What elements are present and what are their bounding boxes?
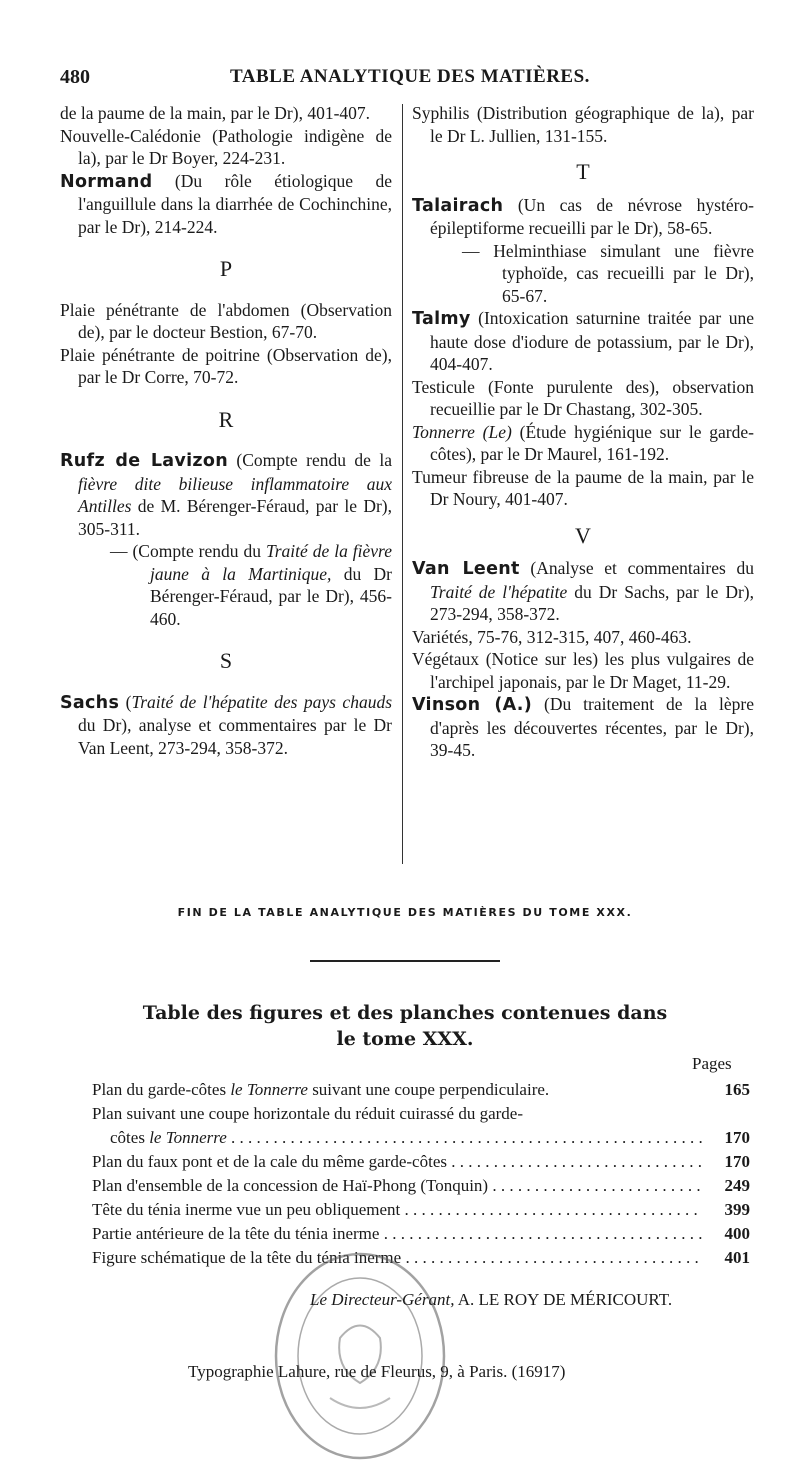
index-entry-tonnerre — [412, 421, 754, 466]
entry-text: (Compte rendu de la — [227, 450, 392, 470]
signature-title: Le Directeur-Gérant, — [310, 1290, 455, 1309]
left-column — [60, 102, 392, 759]
pages-column-header: Pages — [692, 1054, 732, 1073]
entry-heading: Rufz de Lavizon — [60, 451, 228, 471]
figure-row — [92, 1126, 750, 1150]
entry-text: ( — [119, 691, 132, 712]
entry-heading: Van Leent — [412, 559, 520, 579]
figure-row — [92, 1174, 750, 1198]
figure-page: 170 — [724, 1152, 750, 1171]
signature-name: A. LE ROY DE MÉRICOURT. — [454, 1290, 673, 1309]
signature-line — [310, 1290, 672, 1310]
entry-text: du Dr Bérenger-Féraud, par le Dr), 456-460. — [150, 563, 393, 629]
index-entry-rufz — [60, 449, 392, 540]
figure-label — [110, 1126, 702, 1150]
figures-title-line: Table des figures et des planches contenues dans — [142, 1002, 668, 1024]
figures-list — [92, 1078, 750, 1270]
library-stamp — [270, 1248, 450, 1463]
entry-text: (Du traitement de la lèpre d'après les découvertes récentes, par le Dr), 39-45. — [430, 694, 755, 760]
end-of-index-note: FIN DE LA TABLE ANALYTIQUE DES MATIÈRES DU TOME XXX. — [177, 906, 633, 919]
index-subentry-rufz — [60, 540, 392, 630]
section-letter-p: P — [219, 256, 233, 281]
figure-page: 249 — [724, 1176, 750, 1195]
page-number: 480 — [60, 66, 90, 88]
index-entry-varietes: Variétés, 75-76, 312-315, 407, 460-463. — [412, 626, 692, 647]
entry-italic: Traité de l'hépatite des pays chauds — [131, 691, 393, 712]
index-entry: de la paume de la main, par le Dr), 401-407. — [60, 103, 371, 123]
figure-row — [92, 1222, 750, 1246]
figures-title-line: le tome XXX. — [336, 1028, 474, 1050]
index-subentry-talairach: — Helminthiase simulant une fièvre typhoïde, cas recueilli par le Dr), 65-67. — [462, 240, 754, 306]
figure-page: 165 — [724, 1080, 750, 1099]
printer-line: Typographie Lahure, rue de Fleurus, 9, à Paris. (16917) — [188, 1362, 566, 1381]
section-letter-v: V — [575, 522, 591, 548]
index-entry: Plaie pénétrante de poitrine (Observation de), par le Dr Corre, 70-72. — [60, 344, 392, 387]
entry-text: (Un cas de névrose hystéro-épileptiforme recueilli par le Dr), 58-65. — [430, 194, 754, 238]
entry-italic: Traité de l'hépatite — [430, 581, 568, 602]
entry-italic: Traité de la fièvre jaune à la Martinique, — [150, 541, 392, 584]
column-divider — [402, 104, 403, 864]
entry-heading: Talairach — [412, 195, 504, 216]
index-entry-testicule: Testicule (Fonte purulente des), observation recueillie par le Dr Chastang, 302-305. — [412, 376, 754, 419]
page-title: TABLE ANALYTIQUE DES MATIÈRES. — [230, 66, 590, 87]
page-header — [60, 66, 750, 96]
index-entry-van-leent — [412, 557, 754, 626]
figure-row — [92, 1150, 750, 1174]
entry-heading: Talmy — [412, 309, 471, 329]
index-entry: Plaie pénétrante de l'abdomen (Observation de), par le docteur Bestion, 67-70. — [60, 299, 392, 342]
index-entry-normand — [60, 170, 392, 239]
index-entry-talairach — [412, 194, 754, 240]
section-letter-t: T — [576, 159, 590, 184]
figure-row — [92, 1198, 750, 1222]
index-entry-sachs — [60, 691, 392, 760]
figure-text: côtes — [110, 1128, 150, 1147]
figure-label: Plan du faux pont et de la cale du même garde-côtes . . . — [92, 1150, 702, 1174]
entry-heading: Sachs — [60, 692, 120, 713]
index-entry: Nouvelle-Calédonie (Pathologie indigène de la), par le Dr Boyer, 224-231. — [60, 125, 392, 168]
section-letter-s: S — [219, 648, 233, 673]
figure-italic: le Tonnerre — [230, 1080, 308, 1099]
index-entry-talmy — [412, 307, 754, 376]
figure-label: Plan d'ensemble de la concession de Haï-Phong (Tonquin) . . . — [92, 1174, 702, 1198]
figure-row — [92, 1078, 750, 1102]
entry-italic: Tonnerre (Le) — [412, 421, 512, 442]
entry-text: (Du rôle étiologique de l'anguillule dans la diarrhée de Cochinchine, par le Dr), 214-224. — [78, 170, 392, 237]
entry-text: (Étude hygiénique sur le garde-côtes), par le Dr Maurel, 161-192. — [430, 421, 754, 464]
figure-label: Plan suivant une coupe horizontale du réduit cuirassé du garde- — [92, 1104, 524, 1123]
figure-page: 400 — [724, 1224, 750, 1243]
figure-label: Figure schématique de la tête du ténia inerme . . . — [92, 1246, 702, 1270]
index-entry-vinson — [412, 693, 754, 762]
entry-italic: fièvre dite bilieuse inflammatoire aux Antilles — [78, 473, 392, 516]
entry-text: de M. Bérenger-Féraud, par le Dr), 305-311. — [78, 496, 392, 539]
index-entry-tumeur: Tumeur fibreuse de la paume de la main, par le Dr Noury, 401-407. — [412, 466, 754, 509]
section-rule — [310, 960, 500, 962]
figure-page: 399 — [724, 1200, 750, 1219]
right-column — [412, 102, 754, 762]
figure-text: suivant une coupe perpendiculaire. — [307, 1080, 550, 1099]
index-entry-vegetaux: Végétaux (Notice sur les) les plus vulgaires de l'archipel japonais, par le Dr Maget, 11-29. — [412, 649, 754, 692]
figures-table-title — [60, 1000, 750, 1052]
figure-page: 170 — [724, 1128, 750, 1147]
entry-text: du Dr), analyse et commentaires par le Dr Van Leent, 273-294, 358-372. — [78, 715, 392, 758]
figure-italic: le Tonnerre — [149, 1128, 227, 1147]
figure-page: 401 — [724, 1248, 750, 1267]
entry-text: — (Compte rendu du — [110, 541, 266, 561]
index-entry-syphilis: Syphilis (Distribution géographique de la), par le Dr L. Jullien, 131-155. — [412, 103, 754, 146]
entry-text: (Intoxication saturnine traitée par une haute dose d'iodure de potassium, par le Dr), 404-407. — [430, 308, 754, 374]
figure-text: Plan du garde-côtes — [92, 1080, 231, 1099]
entry-text: (Analyse et commentaires du — [519, 558, 754, 578]
entry-heading: Vinson (A.) — [412, 695, 533, 715]
entry-text: du Dr Sachs, par le Dr), 273-294, 358-372. — [430, 581, 754, 624]
section-letter-r: R — [218, 406, 234, 432]
entry-heading: Normand — [60, 171, 153, 192]
figure-label — [92, 1078, 702, 1102]
figure-row — [92, 1102, 750, 1126]
figure-label: Partie antérieure de la tête du ténia inerme . . . — [92, 1222, 702, 1246]
figure-label: Tête du ténia inerme vue un peu obliquement . . . — [92, 1198, 702, 1222]
